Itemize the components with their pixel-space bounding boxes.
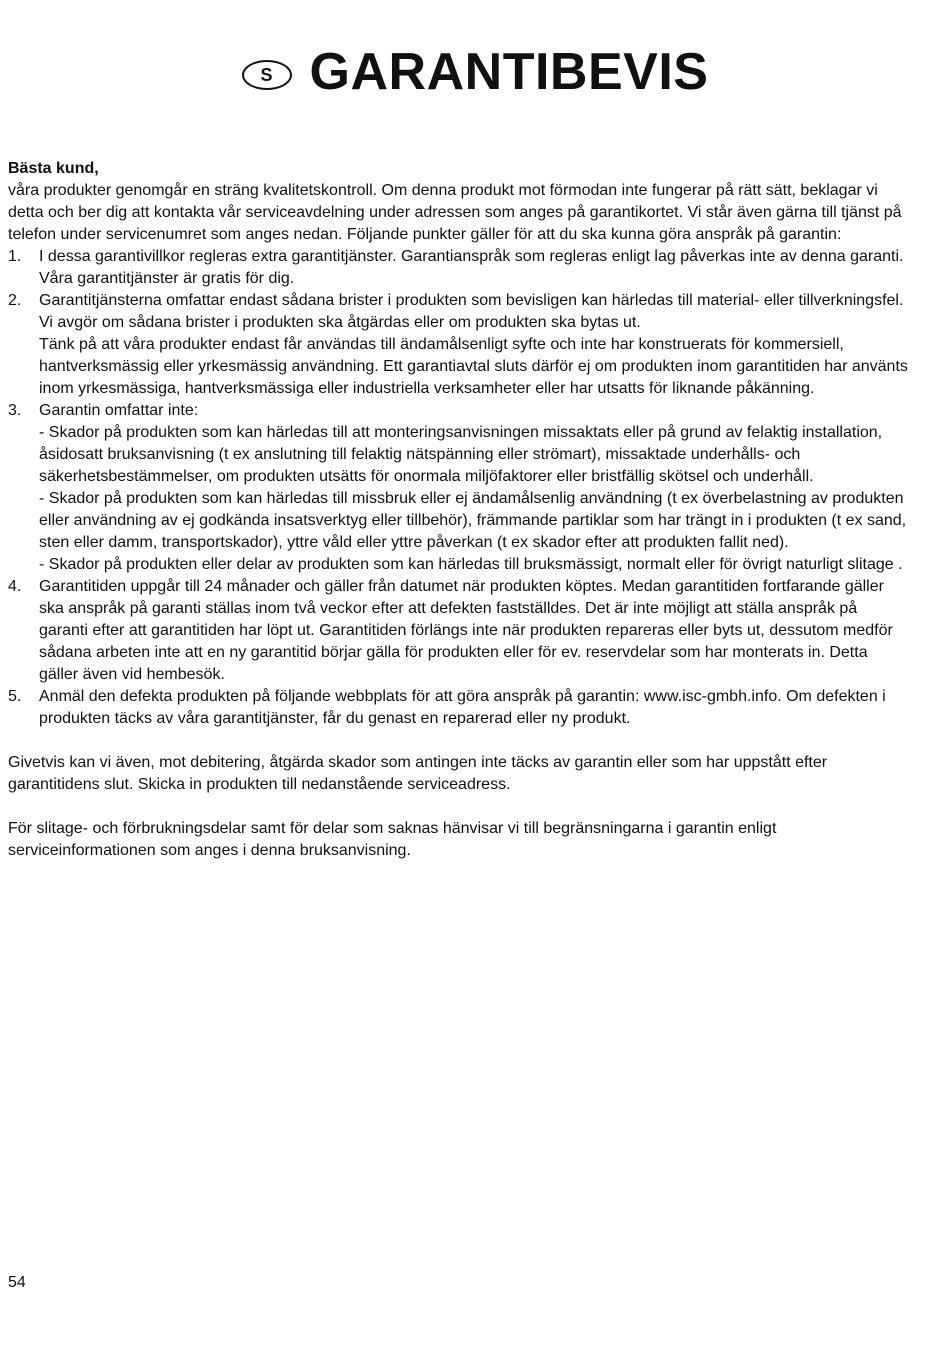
term-paragraph: Tänk på att våra produkter endast får användas till ändamålsenligt syfte och inte har konstruerats för kommersiell, hantverksmässig eller yrkesmässig användning. Ett garantiavtal sluts därför ej om produkten inom garantitiden har använts inom yrkesmässiga, hantverksmässiga eller industriella verksamheter eller har utsatts för liknande påkänning. — [39, 336, 908, 397]
term-item — [8, 686, 908, 730]
term-number: 2. — [8, 292, 22, 309]
language-badge: S — [242, 60, 292, 90]
page-title: GARANTIBEVIS — [309, 43, 709, 101]
term-paragraph: I dessa garantivillkor regleras extra garantitjänster. Garantianspråk som regleras enligt lag påverkas inte av denna garanti. Våra garantitjänster är gratis för dig. — [39, 248, 904, 287]
page-header — [0, 40, 950, 104]
intro-paragraph: våra produkter genomgår en sträng kvalitetskontroll. Om denna produkt mot förmodan inte fungerar på rätt sätt, beklagar vi detta och ber dig att kontakta vår serviceavdelning under adressen som anges på garantikortet. Vi står även gärna till tjänst på telefon under servicenumret som anges nedan. Följande punkter gäller för att du ska kunna göra anspråk på garantin: — [8, 182, 902, 243]
term-paragraph: - Skador på produkten som kan härledas till missbruk eller ej ändamålsenlig användning (t ex överbelastning av produkten eller användning av ej godkända insatsverktyg eller tillbehör), främmande partiklar som har trängt in i produkten (t ex sand, sten eller damm, transportskador), yttre våld eller yttre påverkan (t ex skador efter att produkten fallit ned). — [39, 490, 907, 551]
term-paragraph: - Skador på produkten som kan härledas till att monteringsanvisningen missaktats eller på grund av felaktig installation, åsidosatt bruksanvisning (t ex anslutning till felaktig nätspänning eller strömart), missaktade underhålls- och säkerhetsbestämmelser, om produkten utsätts för onormala miljöfaktorer eller bristfällig skötsel och underhåll. — [39, 424, 883, 485]
term-paragraph: Garantitjänsterna omfattar endast sådana brister i produkten som bevisligen kan härledas till material- eller tillverkningsfel. Vi avgör om sådana brister i produkten ska åtgärdas eller om produkten ska bytas ut. — [39, 292, 904, 331]
term-paragraph: Garantin omfattar inte: — [39, 402, 199, 419]
term-item — [8, 576, 908, 686]
closing-paragraph: Givetvis kan vi även, mot debitering, åtgärda skador som antingen inte täcks av garantin eller som har uppstått efter garantitidens slut. Skicka in produkten till nedanstående serviceadress. — [8, 754, 828, 793]
term-paragraph: Anmäl den defekta produkten på följande webbplats för att göra anspråk på garantin: www.isc-gmbh.info. Om defekten i produkten täcks av våra garantitjänster, får du genast en reparerad eller ny produkt. — [39, 688, 886, 727]
term-item — [8, 290, 908, 400]
term-item — [8, 246, 908, 290]
paragraph-spacer — [8, 796, 908, 818]
page-number: 54 — [8, 1274, 26, 1291]
paragraph-spacer — [8, 730, 908, 752]
closing-paragraph: För slitage- och förbrukningsdelar samt för delar som saknas hänvisar vi till begränsningarna i garantin enligt serviceinformationen som anges i denna bruksanvisning. — [8, 820, 777, 859]
term-item — [8, 400, 908, 576]
term-number: 5. — [8, 688, 22, 705]
term-number: 4. — [8, 578, 22, 595]
term-paragraph: Garantitiden uppgår till 24 månader och gäller från datumet när produkten köptes. Medan garantitiden fortfarande gäller ska anspråk på garanti ställas inom två veckor efter att defekten fastställdes. Det är inte möjligt att ställa anspråk på garanti efter att garantitiden har löpt ut. Garantitiden förlängs inte när produkten repareras eller byts ut, dessutom medför sådana arbeten inte att en ny garantitid börjar gälla för produkten eller för ev. reservdelar som har monterats in. Detta gäller även vid hembesök. — [39, 578, 893, 683]
term-number: 3. — [8, 402, 22, 419]
term-number: 1. — [8, 248, 22, 265]
greeting: Bästa kund, — [8, 160, 99, 177]
terms-list — [8, 246, 908, 730]
term-paragraph: - Skador på produkten eller delar av produkten som kan härledas till bruksmässigt, normalt eller för övrigt naturligt slitage . — [39, 556, 903, 573]
warranty-text — [8, 158, 908, 862]
